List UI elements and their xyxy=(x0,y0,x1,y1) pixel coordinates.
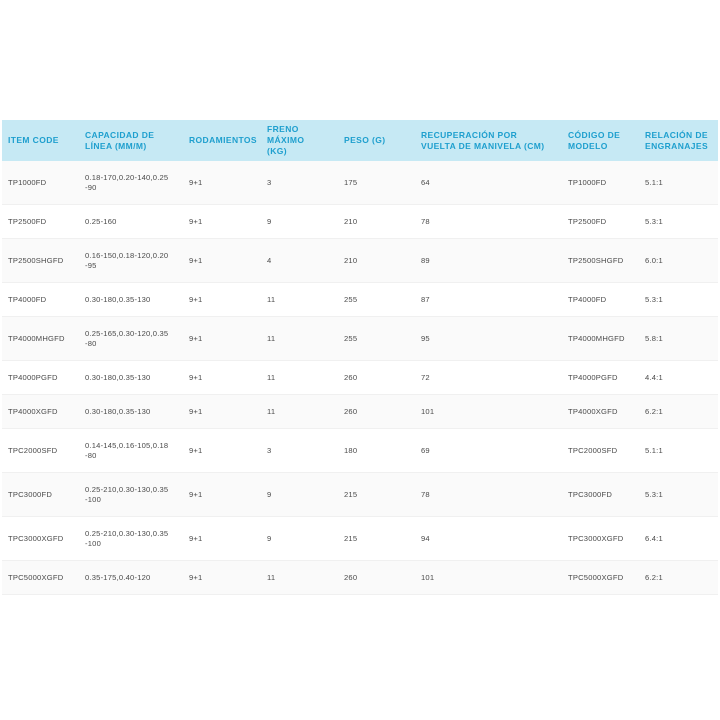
cell-gear-ratio: 5.3:1 xyxy=(639,205,718,239)
cell-max-drag: 9 xyxy=(261,517,338,561)
cell-weight: 260 xyxy=(338,395,415,429)
cell-retrieve-per-crank: 94 xyxy=(415,517,562,561)
table-row xyxy=(2,473,718,517)
cell-gear-ratio: 6.2:1 xyxy=(639,561,718,595)
table-row xyxy=(2,161,718,205)
cell-model-code: TP2500FD xyxy=(562,205,639,239)
cell-bearings: 9+1 xyxy=(183,161,261,205)
cell-retrieve-per-crank: 64 xyxy=(415,161,562,205)
cell-bearings: 9+1 xyxy=(183,429,261,473)
header-bearings: RODAMIENTOS xyxy=(189,135,257,145)
cell-bearings: 9+1 xyxy=(183,205,261,239)
table-body xyxy=(2,161,718,595)
cell-max-drag: 11 xyxy=(261,317,338,361)
reel-specs-table xyxy=(2,120,718,595)
cell-max-drag: 3 xyxy=(261,161,338,205)
cell-item-code: TPC3000XGFD xyxy=(2,517,79,561)
cell-item-code: TPC5000XGFD xyxy=(2,561,79,595)
cell-retrieve-per-crank: 95 xyxy=(415,317,562,361)
cell-retrieve-per-crank: 101 xyxy=(415,561,562,595)
cell-weight: 260 xyxy=(338,561,415,595)
cell-bearings: 9+1 xyxy=(183,361,261,395)
cell-item-code: TPC2000SFD xyxy=(2,429,79,473)
cell-bearings: 9+1 xyxy=(183,473,261,517)
cell-item-code: TP1000FD xyxy=(2,161,79,205)
table-header xyxy=(2,120,718,161)
table-row xyxy=(2,517,718,561)
cell-gear-ratio: 5.1:1 xyxy=(639,161,718,205)
header-max-drag: FRENO MÁXIMO (KG) xyxy=(267,124,305,156)
table-row xyxy=(2,429,718,473)
cell-model-code: TPC3000FD xyxy=(562,473,639,517)
table-row xyxy=(2,283,718,317)
cell-line-capacity: 0.25-210,0.30-130,0.35-100 xyxy=(79,473,183,517)
cell-max-drag: 11 xyxy=(261,395,338,429)
cell-model-code: TP4000MHGFD xyxy=(562,317,639,361)
cell-gear-ratio: 5.8:1 xyxy=(639,317,718,361)
cell-max-drag: 3 xyxy=(261,429,338,473)
header-model-code: CÓDIGO DE MODELO xyxy=(568,129,621,151)
cell-line-capacity: 0.16-150,0.18-120,0.20-95 xyxy=(79,239,183,283)
cell-line-capacity: 0.30-180,0.35-130 xyxy=(79,361,183,395)
table-row xyxy=(2,317,718,361)
cell-line-capacity: 0.35-175,0.40-120 xyxy=(79,561,183,595)
header-line-capacity: CAPACIDAD DE LÍNEA (MM/M) xyxy=(85,129,155,151)
cell-item-code: TPC3000FD xyxy=(2,473,79,517)
cell-model-code: TP4000FD xyxy=(562,283,639,317)
cell-gear-ratio: 4.4:1 xyxy=(639,361,718,395)
cell-line-capacity: 0.30-180,0.35-130 xyxy=(79,283,183,317)
cell-max-drag: 9 xyxy=(261,205,338,239)
cell-model-code: TP1000FD xyxy=(562,161,639,205)
cell-max-drag: 11 xyxy=(261,283,338,317)
cell-item-code: TP2500FD xyxy=(2,205,79,239)
cell-weight: 255 xyxy=(338,283,415,317)
cell-retrieve-per-crank: 69 xyxy=(415,429,562,473)
cell-retrieve-per-crank: 89 xyxy=(415,239,562,283)
cell-bearings: 9+1 xyxy=(183,395,261,429)
table-row xyxy=(2,561,718,595)
table-row xyxy=(2,361,718,395)
cell-weight: 260 xyxy=(338,361,415,395)
cell-bearings: 9+1 xyxy=(183,239,261,283)
specs-table-container xyxy=(2,120,718,595)
header-gear-ratio: RELACIÓN DE ENGRANAJES xyxy=(645,129,709,151)
cell-model-code: TP4000PGFD xyxy=(562,361,639,395)
cell-gear-ratio: 5.3:1 xyxy=(639,283,718,317)
cell-gear-ratio: 6.2:1 xyxy=(639,395,718,429)
cell-max-drag: 11 xyxy=(261,361,338,395)
cell-gear-ratio: 5.1:1 xyxy=(639,429,718,473)
cell-line-capacity: 0.25-160 xyxy=(79,205,183,239)
cell-weight: 255 xyxy=(338,317,415,361)
cell-retrieve-per-crank: 72 xyxy=(415,361,562,395)
cell-model-code: TPC3000XGFD xyxy=(562,517,639,561)
header-row xyxy=(2,120,718,161)
cell-item-code: TP4000XGFD xyxy=(2,395,79,429)
cell-weight: 210 xyxy=(338,239,415,283)
cell-model-code: TPC2000SFD xyxy=(562,429,639,473)
cell-line-capacity: 0.30-180,0.35-130 xyxy=(79,395,183,429)
cell-model-code: TPC5000XGFD xyxy=(562,561,639,595)
cell-bearings: 9+1 xyxy=(183,517,261,561)
cell-gear-ratio: 5.3:1 xyxy=(639,473,718,517)
header-weight: PESO (G) xyxy=(344,135,386,145)
cell-item-code: TP4000PGFD xyxy=(2,361,79,395)
cell-bearings: 9+1 xyxy=(183,317,261,361)
header-retrieve-per-crank: RECUPERACIÓN POR VUELTA DE MANIVELA (CM) xyxy=(421,129,545,151)
cell-retrieve-per-crank: 87 xyxy=(415,283,562,317)
cell-line-capacity: 0.18-170,0.20-140,0.25-90 xyxy=(79,161,183,205)
cell-weight: 175 xyxy=(338,161,415,205)
cell-line-capacity: 0.25-165,0.30-120,0.35-80 xyxy=(79,317,183,361)
cell-gear-ratio: 6.0:1 xyxy=(639,239,718,283)
table-row xyxy=(2,239,718,283)
cell-weight: 215 xyxy=(338,473,415,517)
cell-retrieve-per-crank: 101 xyxy=(415,395,562,429)
cell-max-drag: 9 xyxy=(261,473,338,517)
cell-line-capacity: 0.25-210,0.30-130,0.35-100 xyxy=(79,517,183,561)
cell-retrieve-per-crank: 78 xyxy=(415,205,562,239)
cell-bearings: 9+1 xyxy=(183,561,261,595)
header-item-code: ITEM CODE xyxy=(8,135,59,145)
cell-weight: 210 xyxy=(338,205,415,239)
cell-weight: 180 xyxy=(338,429,415,473)
cell-item-code: TP4000FD xyxy=(2,283,79,317)
cell-model-code: TP4000XGFD xyxy=(562,395,639,429)
cell-gear-ratio: 6.4:1 xyxy=(639,517,718,561)
cell-max-drag: 11 xyxy=(261,561,338,595)
table-row xyxy=(2,205,718,239)
cell-bearings: 9+1 xyxy=(183,283,261,317)
cell-item-code: TP2500SHGFD xyxy=(2,239,79,283)
cell-weight: 215 xyxy=(338,517,415,561)
cell-item-code: TP4000MHGFD xyxy=(2,317,79,361)
cell-max-drag: 4 xyxy=(261,239,338,283)
table-row xyxy=(2,395,718,429)
cell-model-code: TP2500SHGFD xyxy=(562,239,639,283)
cell-line-capacity: 0.14-145,0.16-105,0.18-80 xyxy=(79,429,183,473)
cell-retrieve-per-crank: 78 xyxy=(415,473,562,517)
